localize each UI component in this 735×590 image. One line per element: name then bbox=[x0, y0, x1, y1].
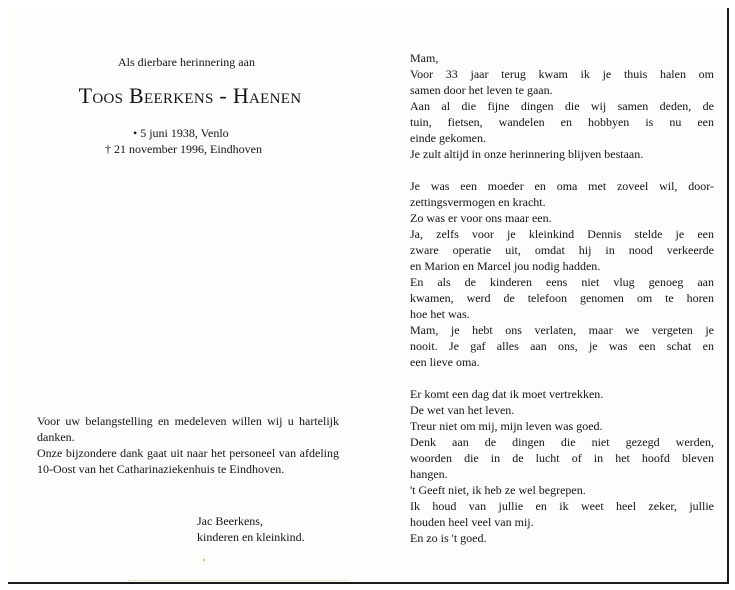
poem-line: Ik houd van jullie en ik weet heel zeker, jullie bbox=[410, 499, 714, 513]
signature-block bbox=[197, 513, 305, 545]
poem-line: Mam, je hebt ons verlaten, maar we vergeten je bbox=[410, 323, 714, 337]
memorial-card bbox=[8, 8, 729, 584]
poem-line: En zo is 't goed. bbox=[410, 531, 487, 545]
poem-paragraph bbox=[410, 386, 714, 546]
poem-line: Er komt een dag dat ik moet vertrekken. bbox=[410, 387, 604, 401]
poem-paragraph bbox=[410, 178, 714, 370]
poem-line: En als de kinderen eens niet vlug genoeg aan bbox=[410, 275, 714, 289]
death-line: † 21 november 1996, Eindhoven bbox=[105, 142, 262, 156]
ink-speck bbox=[203, 559, 205, 561]
poem-line: en Marion en Marcel jou nodig hadden. bbox=[410, 259, 601, 273]
paper-specks bbox=[128, 580, 348, 582]
poem-line: Mam, bbox=[410, 51, 439, 65]
signature-line: kinderen en kleinkind. bbox=[197, 530, 305, 544]
signature-line: Jac Beerkens, bbox=[197, 514, 263, 528]
poem-line: hoe het was. bbox=[410, 307, 470, 321]
poem-line: Zo was er voor ons maar een. bbox=[410, 211, 552, 225]
poem-paragraph bbox=[410, 50, 714, 162]
left-panel bbox=[8, 8, 358, 578]
intro-text: Als dierbare herinnering aan bbox=[118, 55, 255, 69]
poem-line: Denk aan de dingen die niet gezegd werden, bbox=[410, 435, 714, 449]
birth-line: • 5 juni 1938, Venlo bbox=[133, 126, 229, 140]
poem-line: hangen. bbox=[410, 467, 448, 481]
poem-line: Ja, zelfs voor je kleinkind Dennis stelde je een bbox=[410, 227, 714, 241]
thanks-paragraph: Voor uw belangstelling en medeleven willen wij u hartelijk danken. bbox=[37, 414, 339, 444]
poem-line: woorden die in de lucht of in het hoofd bleven bbox=[410, 451, 714, 465]
poem-line: samen door het leven te gaan. bbox=[410, 83, 553, 97]
poem-line: kwamen, werd de telefoon genomen om te horen bbox=[410, 291, 714, 305]
poem-line: Treur niet om mij, mijn leven was goed. bbox=[410, 419, 603, 433]
thanks-block bbox=[37, 413, 339, 477]
poem-line: houden heel veel van mij. bbox=[410, 515, 534, 529]
poem-panel bbox=[410, 50, 714, 562]
poem-line: Aan al die fijne dingen die wij samen deden, de bbox=[410, 99, 714, 113]
poem-line: tuin, fietsen, wandelen en hobbyen is nu een bbox=[410, 115, 714, 129]
poem-line: Voor 33 jaar terug kwam ik je thuis halen om bbox=[410, 67, 714, 81]
poem-line: een lieve oma. bbox=[410, 355, 480, 369]
poem-line: 't Geeft niet, ik heb ze wel begrepen. bbox=[410, 483, 586, 497]
poem-line: Je was een moeder en oma met zoveel wil, door- bbox=[410, 179, 714, 193]
thanks-paragraph: Onze bijzondere dank gaat uit naar het personeel van afdeling 10-Oost van het Catharinaziekenhuis te Eindhoven. bbox=[37, 446, 339, 476]
deceased-name: Toos Beerkens - Haenen bbox=[78, 83, 302, 108]
poem-line: Je zult altijd in onze herinnering blijven bestaan. bbox=[410, 147, 644, 161]
poem-line: De wet van het leven. bbox=[410, 403, 515, 417]
poem-line: nooit. Je gaf alles aan ons, je was een schat en bbox=[410, 339, 714, 353]
poem-line: zware operatie uit, omdat hij in nood verkeerde bbox=[410, 243, 714, 257]
poem-line: zettingsvermogen en kracht. bbox=[410, 195, 546, 209]
poem-line: einde gekomen. bbox=[410, 131, 486, 145]
